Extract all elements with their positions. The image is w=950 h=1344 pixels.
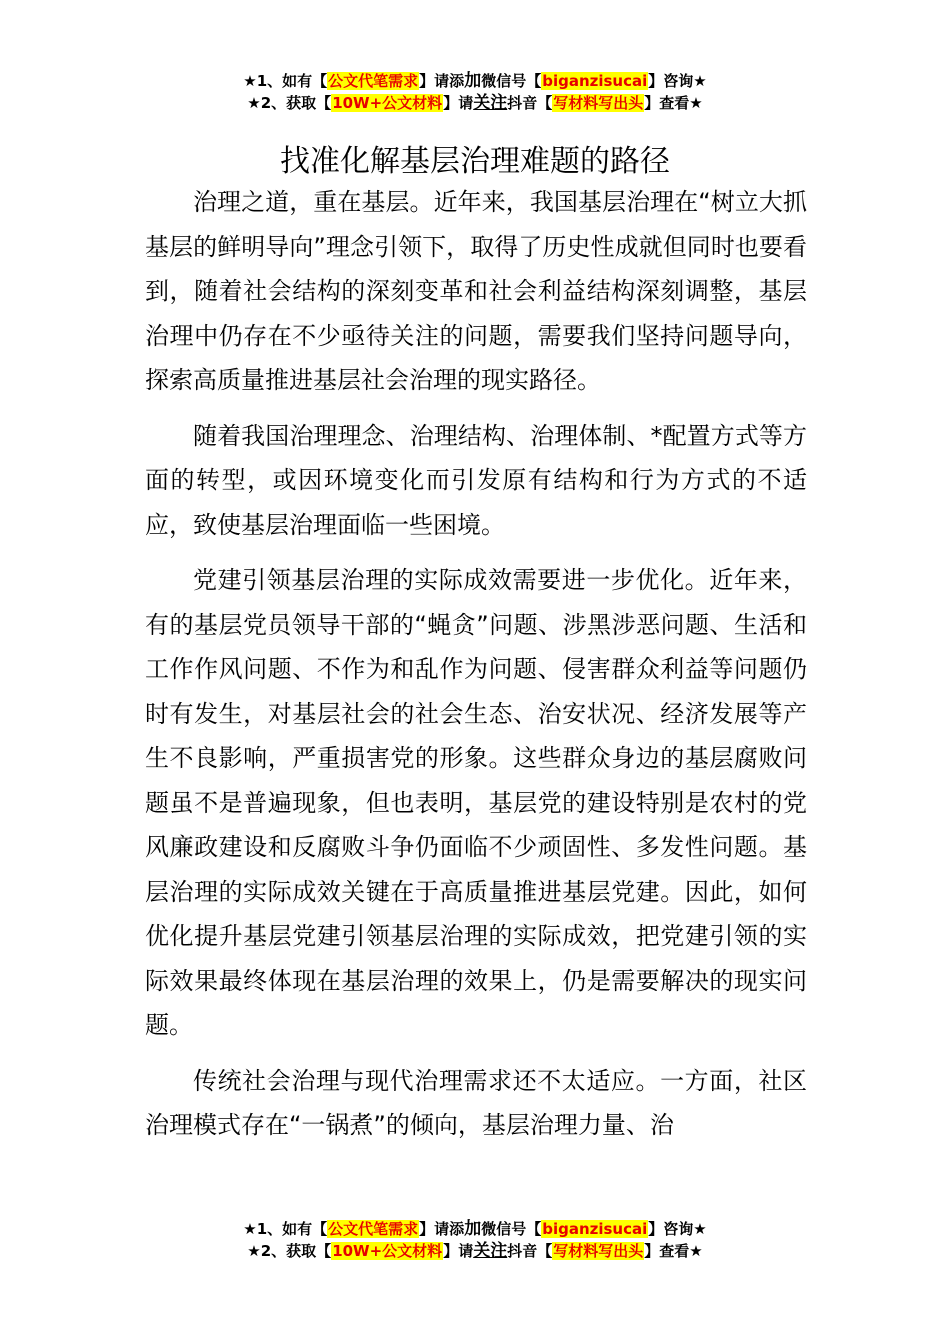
douyin-account: 写材料写出头 [553, 1242, 644, 1260]
paragraph-2: 随着我国治理理念、治理结构、治理体制、*配置方式等方面的转型，或因环境变化而引发原有结构和行为方式的不适应，致使基层治理面临一些困境。 [145, 421, 807, 539]
wechat-id: biganzisucai [542, 72, 648, 90]
promo-header [0, 70, 950, 114]
douyin-account: 写材料写出头 [553, 94, 644, 112]
highlight-materials: 10W+公文材料 [332, 94, 443, 112]
paragraph-4: 传统社会治理与现代治理需求还不太适应。一方面，社区治理模式存在“一锅煮”的倾向，基层治理力量、治 [145, 1066, 807, 1139]
document-title: 找准化解基层治理难题的路径 [280, 144, 670, 180]
paragraph-3: 党建引领基层治理的实际成效需要进一步优化。近年来，有的基层党员领导干部的“蝇贪”问题、涉黑涉恶问题、生活和工作作风问题、不作为和乱作为问题、侵害群众利益等问题仍时有发生，对基层社会的社会生态、治安状况、经济发展等产生不良影响，严重损害党的形象。这些群众身边的基层腐败问题虽不是普遍现象，但也表明，基层党的建设特别是农村的党风廉政建设和反腐败斗争仍面临不少顽固性、多发性问题。基层治理的实际成效关键在于高质量推进基层党建。因此，如何优化提升基层党建引领基层治理的实际成效，把党建引领的实际效果最终体现在基层治理的效果上，仍是需要解决的现实问题。 [145, 566, 807, 1039]
promo-line-1: ★1、如有【公文代笔需求】请添加微信号【biganzisucai】咨询★ [243, 1219, 707, 1239]
highlight-service: 公文代笔需求 [328, 1220, 419, 1238]
promo-footer [0, 1218, 950, 1262]
paragraph-1: 治理之道，重在基层。近年来，我国基层治理在“树立大抓基层的鲜明导向”理念引领下，取得了历史性成就但同时也要看到，随着社会结构的深刻变革和社会利益结构深刻调整，基层治理中仍存在不少亟待关注的问题，需要我们坚持问题导向，探索高质量推进基层社会治理的现实路径。 [145, 188, 807, 394]
wechat-id: biganzisucai [542, 1220, 648, 1238]
promo-line-2: ★2、获取【10W+公文材料】请关注抖音【写材料写出头】查看★ [247, 1241, 703, 1261]
promo-line-2: ★2、获取【10W+公文材料】请关注抖音【写材料写出头】查看★ [247, 93, 703, 113]
promo-line-1: ★1、如有【公文代笔需求】请添加微信号【biganzisucai】咨询★ [243, 71, 707, 91]
highlight-materials: 10W+公文材料 [332, 1242, 443, 1260]
document-body [145, 180, 807, 1159]
highlight-service: 公文代笔需求 [328, 72, 419, 90]
